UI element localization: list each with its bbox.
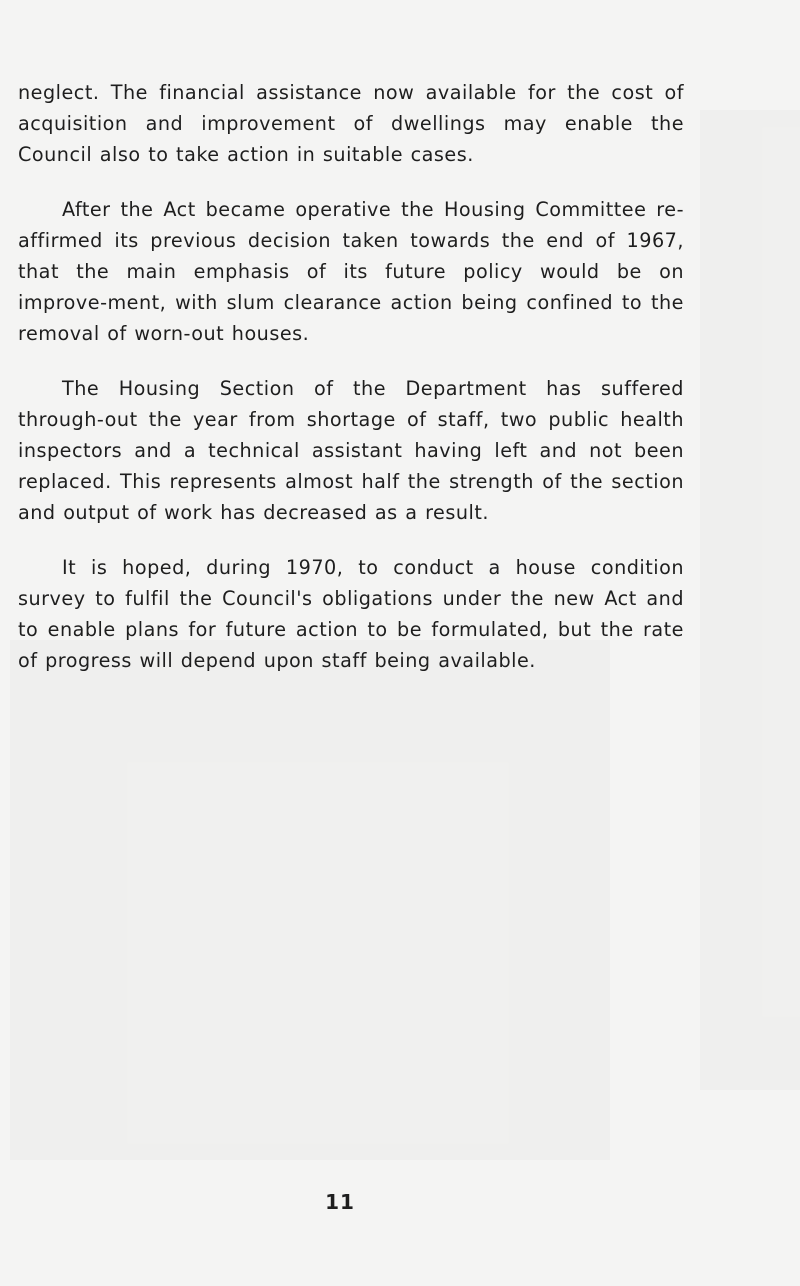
body-text (18, 78, 684, 702)
paragraph-housing-committee: After the Act became operative the Housing Committee re-affirmed its previous decision taken towards the end of 1967, that the main emphasis of its future policy would be on improve-ment, with slum clearance action being confined to the removal of worn-out houses. (18, 198, 684, 345)
paragraph-continuation: neglect. The financial assistance now available for the cost of acquisition and improvement of dwellings may enable the Council also to take action in suitable cases. (18, 81, 684, 166)
page-number: 11 (325, 1190, 355, 1214)
show-through-shade (10, 640, 610, 1160)
paragraph-staff-shortage: The Housing Section of the Department has suffered through-out the year from shortage of staff, two public health inspectors and a technical assistant having left and not been replaced. This represents almost half the strength of the section and output of work has decreased as a result. (18, 377, 684, 524)
paragraph-condition-survey: It is hoped, during 1970, to conduct a house condition survey to fulfil the Council's obligations under the new Act and to enable plans for future action to be formulated, but the rate of progress will depend upon staff being available. (18, 556, 684, 672)
show-through-margin (700, 110, 800, 1090)
